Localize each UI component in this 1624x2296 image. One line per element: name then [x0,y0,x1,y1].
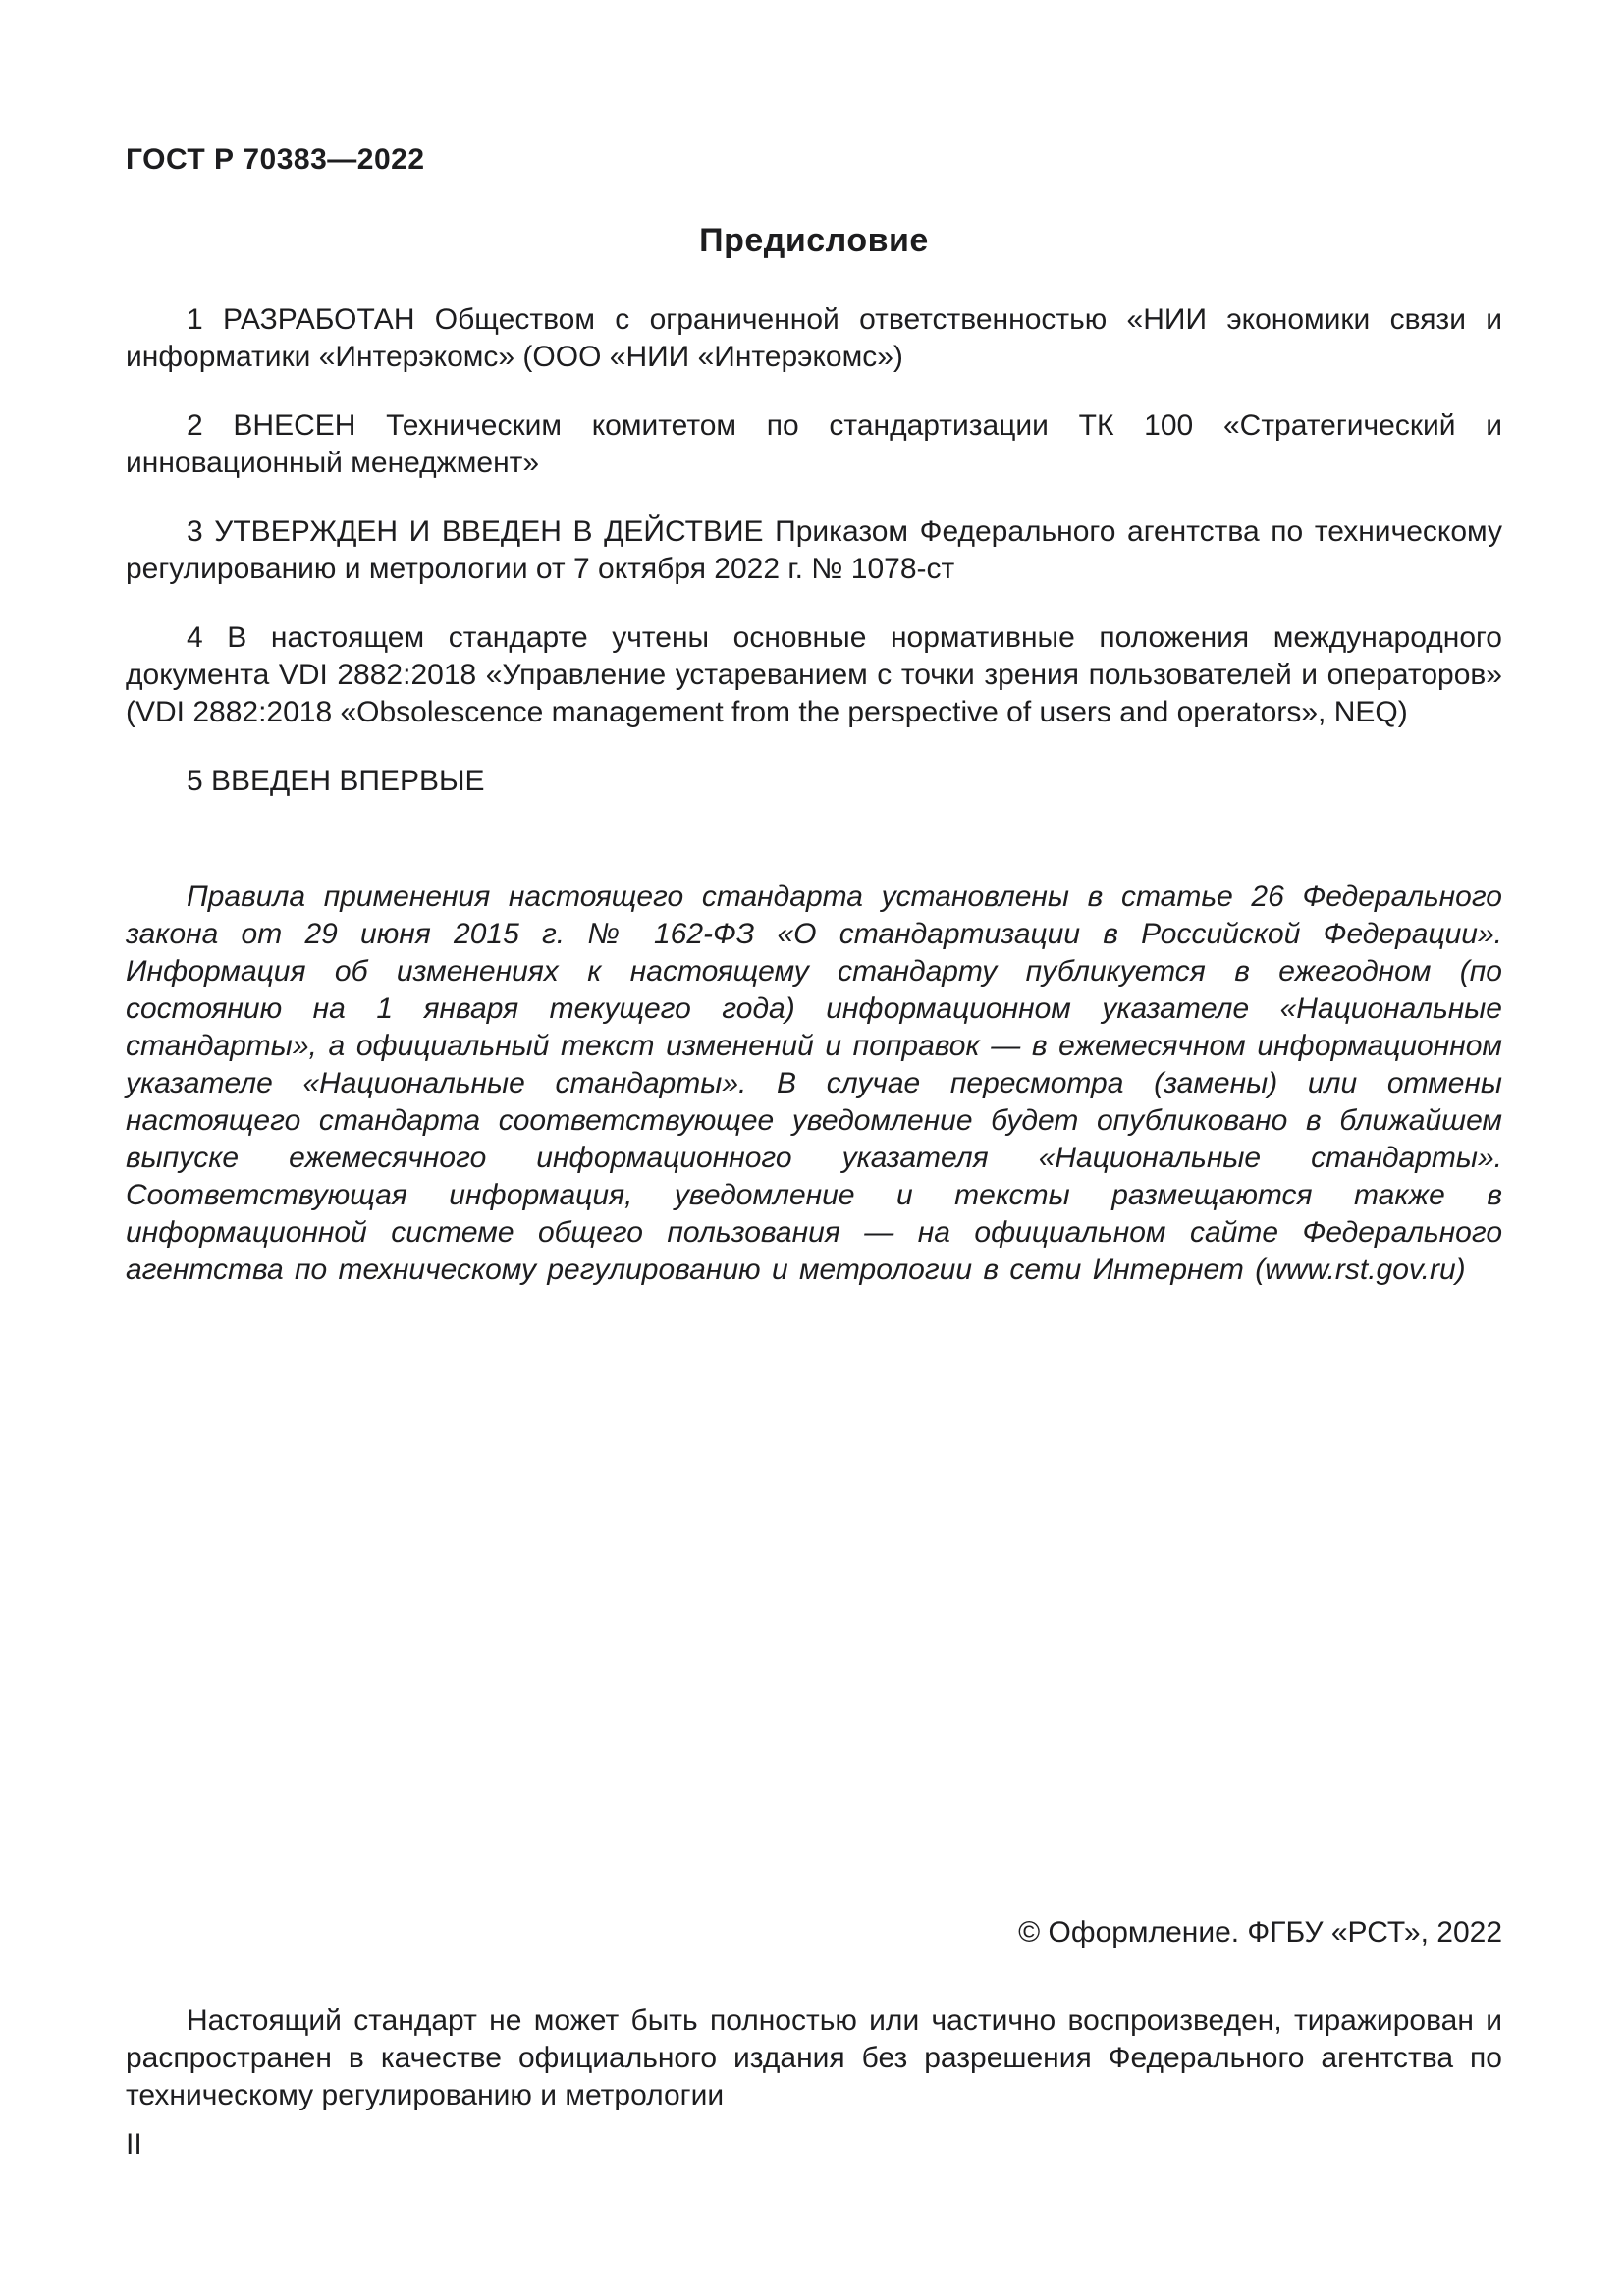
distribution-notice: Настоящий стандарт не может быть полностью или частично воспроизведен, тиражирован и распространен в качестве официального издания без разрешения Федерального агентства по техническому регулированию и метрологии [126,2004,1502,2111]
page-number: II [126,2128,142,2161]
foreword-paragraph-1: 1 РАЗРАБОТАН Обществом с ограниченной ответственностью «НИИ экономики связи и информатики «Интерэкомс» (ООО «НИИ «Интерэкомс») [126,303,1502,373]
copyright-line: © Оформление. ФГБУ «РСТ», 2022 [1018,1916,1502,1949]
document-number: ГОСТ Р 70383—2022 [126,143,425,176]
foreword-paragraph-2: 2 ВНЕСЕН Техническим комитетом по стандартизации ТК 100 «Стратегический и инновационный менеджмент» [126,409,1502,479]
page-title: Предисловие [699,222,929,259]
page-footer [126,1914,1502,2163]
foreword-paragraph-4: 4 В настоящем стандарте учтены основные нормативные положения международного документа VDI 2882:2018 «Управление устареванием с точки зрения пользователей и операторов» (VDI 2882:2018 «Obsolescence management from the perspective of users and operators», NEQ) [126,621,1502,728]
document-body [126,143,1502,1289]
foreword-paragraph-3: 3 УТВЕРЖДЕН И ВВЕДЕН В ДЕЙСТВИЕ Приказом Федерального агентства по техническому регулированию и метрологии от 7 октября 2022 г. № 1078-ст [126,515,1502,585]
legal-application-note: Правила применения настоящего стандарта установлены в статье 26 Федерального закона от 29 июня 2015 г. № 162-ФЗ «О стандартизации в Российской Федерации». Информация об изменениях к настоящему стандарту публикуется в ежегодном (по состоянию на 1 января текущего года) информационном указателе «Национальные стандарты», а официальный текст изменений и поправок — в ежемесячном информационном указателе «Национальные стандарты». В случае пересмотра (замены) или отмены настоящего стандарта соответствующее уведомление будет опубликовано в ближайшем выпуске ежемесячного информационного указателя «Национальные стандарты». Соответствующая информация, уведомление и тексты размещаются также в информационной системе общего пользования — на официальном сайте Федерального агентства по техническому регулированию и метрологии в сети Интернет (www.rst.gov.ru) [126,881,1502,1286]
foreword-paragraph-5: 5 ВВЕДЕН ВПЕРВЫЕ [187,765,485,797]
